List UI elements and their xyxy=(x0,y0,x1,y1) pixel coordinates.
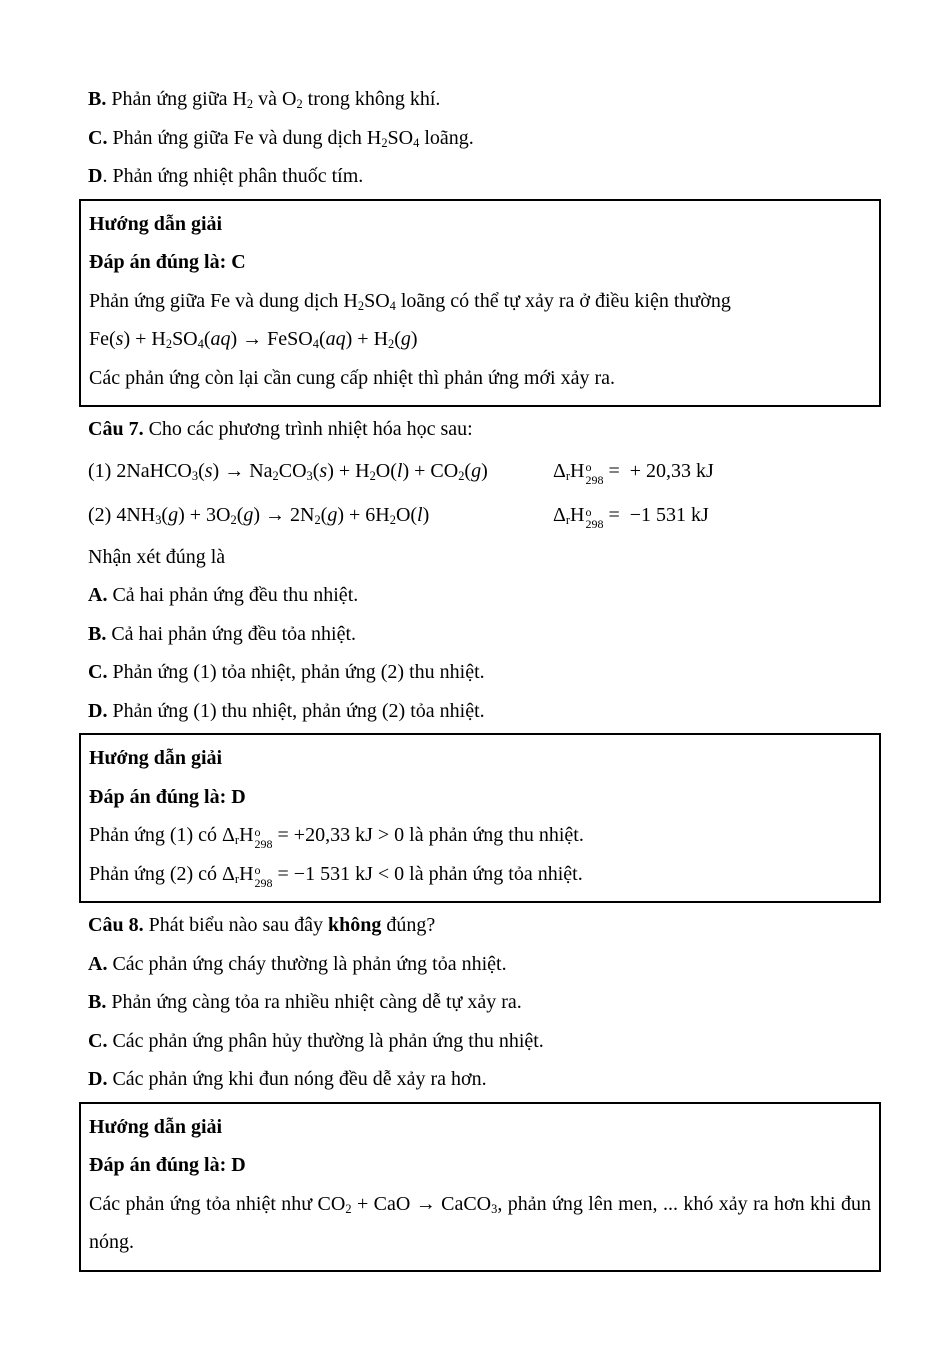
temperature-subscript: 298 xyxy=(254,837,273,852)
temperature-subscript: 298 xyxy=(585,472,604,487)
text-segment: = −1 531 kJ < 0 là phản ứng tỏa nhiệt. xyxy=(272,862,583,885)
text-segment: 2 xyxy=(246,97,254,112)
text-segment: Cả hai phản ứng đều thu nhiệt. xyxy=(107,584,359,606)
text-segment: Các phản ứng tỏa nhiệt như CO xyxy=(89,1192,346,1215)
text-segment: (2) 4NH xyxy=(88,504,156,526)
text-segment: 3 xyxy=(191,468,199,483)
text-segment: r xyxy=(234,833,240,848)
option-d-line xyxy=(88,157,872,196)
text-segment: Các phản ứng còn lại cần cung cấp nhiệt thì phản ứng mới xảy ra. xyxy=(89,366,615,389)
text-segment: Đáp án đúng là: D xyxy=(89,1154,246,1176)
thermochemical-equation-2-line xyxy=(88,493,872,538)
text-segment: O( xyxy=(375,459,397,482)
text-segment: l xyxy=(396,459,403,482)
enthalpy-value xyxy=(553,496,709,535)
text-segment: CO xyxy=(278,459,307,482)
option-d-line xyxy=(88,1060,872,1099)
text-segment: ( xyxy=(203,328,211,350)
question-8-line xyxy=(88,906,872,945)
text-segment: 2 xyxy=(230,513,237,528)
text-segment: 2 xyxy=(357,298,365,313)
text-segment: l xyxy=(417,504,423,526)
text-segment: 3 xyxy=(306,468,313,483)
text-segment: C. xyxy=(88,126,108,149)
text-segment: Hướng dẫn giải xyxy=(89,747,223,769)
text-segment: trong không khí. xyxy=(302,88,441,110)
superscript-subscript-stack xyxy=(254,864,273,889)
text-segment: 2 xyxy=(389,513,396,528)
text-segment: ( xyxy=(198,459,205,482)
text-segment: Các phản ứng phân hủy thường là phản ứng thu nhiệt. xyxy=(107,1029,544,1052)
text-segment: g xyxy=(327,504,338,526)
text-segment: D xyxy=(88,165,103,187)
text-segment: 2 xyxy=(165,337,173,352)
text-segment: B. xyxy=(88,991,107,1013)
solution-box xyxy=(79,1102,881,1272)
text-segment: Các phản ứng khi đun nóng đều dễ xảy ra hơn. xyxy=(107,1068,487,1090)
solution-title-line xyxy=(89,1108,871,1147)
text-segment: H xyxy=(239,824,254,846)
option-b-line xyxy=(88,615,872,654)
text-segment: s xyxy=(204,459,213,482)
text-segment: Đáp án đúng là: C xyxy=(89,251,246,273)
option-a-line xyxy=(88,945,872,984)
text-segment: Các phản ứng cháy thường là phản ứng tỏa nhiệt. xyxy=(107,952,507,975)
text-segment: , phản ứng lên men, ... khó xảy ra hơn khi đun nóng. xyxy=(89,1192,871,1253)
text-segment: loãng có thể tự xảy ra ở điều kiện thường xyxy=(395,289,731,312)
text-segment: ) → Na xyxy=(212,459,273,482)
text-segment: ) + 6H xyxy=(337,504,390,526)
text-segment: ( xyxy=(318,328,326,350)
text-segment: H xyxy=(239,862,254,885)
text-segment: SO xyxy=(387,126,414,149)
text-segment: 3 xyxy=(155,513,162,528)
text-segment: Phản ứng (1) thu nhiệt, phản ứng (2) tỏa nhiệt. xyxy=(107,699,485,722)
text-segment: 4 xyxy=(413,135,420,150)
option-d-line xyxy=(88,692,872,731)
text-segment: Cho các phương trình nhiệt hóa học sau: xyxy=(143,418,473,440)
option-b-line xyxy=(88,983,872,1022)
text-segment: 2 xyxy=(458,468,465,483)
text-segment: D. xyxy=(88,699,108,722)
standard-state-superscript: o xyxy=(585,460,592,475)
text-segment: = + 20,33 kJ xyxy=(603,459,714,482)
text-segment: 3 xyxy=(491,1201,498,1216)
text-segment: ) + H xyxy=(345,328,389,350)
option-c-line xyxy=(88,653,872,692)
option-c-line xyxy=(88,119,872,158)
text-segment: s xyxy=(115,328,124,350)
text-segment: ) + H xyxy=(123,328,166,350)
text-segment: 2 xyxy=(369,468,376,483)
text-segment: Câu 8. xyxy=(88,914,144,936)
text-segment: Phản ứng giữa Fe và dung dịch H xyxy=(107,126,382,149)
text-segment: Δ xyxy=(553,504,566,526)
text-segment: ( xyxy=(161,504,169,526)
text-segment: r xyxy=(565,513,571,528)
text-segment: Phản ứng càng tỏa ra nhiều nhiệt càng dễ tự xảy ra. xyxy=(106,991,522,1013)
text-segment: A. xyxy=(88,952,108,975)
text-segment: B. xyxy=(88,88,107,110)
text-segment: Fe( xyxy=(89,328,116,350)
standard-state-superscript: o xyxy=(254,863,261,878)
temperature-subscript: 298 xyxy=(254,875,273,890)
text-segment: ) → FeSO xyxy=(230,328,313,350)
superscript-subscript-stack xyxy=(584,461,603,486)
solution-box xyxy=(79,199,881,408)
text-segment: Phát biểu nào sau đây xyxy=(143,914,328,936)
text-segment: ) xyxy=(422,504,430,526)
text-segment: C. xyxy=(88,661,108,683)
enthalpy-value xyxy=(553,452,714,491)
text-segment: = −1 531 kJ xyxy=(603,504,709,526)
text-segment: r xyxy=(234,871,240,886)
question-7-stem-line xyxy=(88,538,872,577)
solution-box xyxy=(79,733,881,903)
text-segment: ) xyxy=(481,459,488,482)
superscript-subscript-stack xyxy=(254,826,273,851)
explanation-line xyxy=(89,855,871,894)
text-segment: ) + H xyxy=(327,459,370,482)
document-content xyxy=(88,80,872,1272)
text-segment: 2 xyxy=(388,337,395,352)
text-segment: SO xyxy=(364,289,390,312)
text-segment: H xyxy=(570,459,585,482)
text-segment: SO xyxy=(172,328,198,350)
text-segment: Nhận xét đúng là xyxy=(88,545,226,568)
standard-state-superscript: o xyxy=(254,824,261,839)
text-segment: ) xyxy=(410,328,418,350)
text-segment: aq xyxy=(325,328,346,350)
text-segment: đúng? xyxy=(381,914,436,936)
option-b-line xyxy=(88,80,872,119)
explanation-line xyxy=(89,816,871,855)
text-segment: và O xyxy=(253,88,297,110)
text-segment: Đáp án đúng là: D xyxy=(89,785,246,808)
text-segment: Phản ứng giữa Fe và dung dịch H xyxy=(89,289,358,312)
text-segment: C. xyxy=(88,1029,108,1052)
text-segment: ) → 2N xyxy=(253,504,315,526)
thermochemical-equation-1-line xyxy=(88,449,872,494)
text-segment: g xyxy=(243,504,254,526)
text-segment: . Phản ứng nhiệt phân thuốc tím. xyxy=(102,165,364,187)
text-segment: aq xyxy=(210,328,231,350)
text-segment: g xyxy=(400,328,411,350)
text-segment: Δ xyxy=(553,459,566,482)
text-segment: g xyxy=(168,504,179,526)
option-a-line xyxy=(88,576,872,615)
text-segment: Phản ứng (1) tỏa nhiệt, phản ứng (2) thu nhiệt. xyxy=(107,661,485,683)
text-segment: D. xyxy=(88,1068,108,1090)
superscript-subscript-stack xyxy=(584,506,603,531)
explanation-line xyxy=(89,359,871,398)
text-segment: B. xyxy=(88,622,107,645)
temperature-subscript: 298 xyxy=(585,517,604,532)
text-segment: g xyxy=(471,459,482,482)
text-segment: Phản ứng (2) có xyxy=(89,862,223,885)
text-segment: 4 xyxy=(312,337,319,352)
text-segment: H xyxy=(570,504,585,526)
text-segment: 2 xyxy=(314,513,321,528)
text-segment: Δ xyxy=(222,862,235,885)
text-segment: Phản ứng giữa H xyxy=(106,88,247,110)
text-segment: loãng. xyxy=(419,126,474,149)
text-segment: không xyxy=(327,914,382,936)
text-segment: ) + CO xyxy=(402,459,459,482)
answer-key-line xyxy=(89,243,871,282)
question-7-line xyxy=(88,410,872,449)
text-segment: ( xyxy=(320,504,328,526)
answer-key-line xyxy=(89,778,871,817)
text-segment: 4 xyxy=(197,337,204,352)
answer-key-line xyxy=(89,1146,871,1185)
text-segment: Câu 7. xyxy=(88,418,144,440)
text-segment: s xyxy=(319,459,328,482)
text-segment: ( xyxy=(394,328,401,350)
text-segment: = +20,33 kJ > 0 là phản ứng thu nhiệt. xyxy=(272,824,584,846)
text-segment: ) + 3O xyxy=(178,504,231,526)
standard-state-superscript: o xyxy=(585,504,592,519)
explanation-line xyxy=(89,1185,871,1262)
text-segment: (1) 2NaHCO xyxy=(88,459,192,482)
text-segment: Hướng dẫn giải xyxy=(89,212,223,235)
text-segment: Phản ứng (1) có xyxy=(89,824,223,846)
text-segment: 2 xyxy=(345,1201,352,1216)
text-segment: + CaO → CaCO xyxy=(351,1192,492,1215)
text-segment: r xyxy=(565,468,571,483)
text-segment: A. xyxy=(88,584,108,606)
text-segment: ( xyxy=(464,459,472,482)
text-segment: Cả hai phản ứng đều tỏa nhiệt. xyxy=(106,622,357,645)
solution-title-line xyxy=(89,739,871,778)
solution-title-line xyxy=(89,205,871,244)
text-segment: ( xyxy=(236,504,244,526)
text-segment: 2 xyxy=(381,135,388,150)
text-segment: Hướng dẫn giải xyxy=(89,1115,223,1138)
chemical-equation-line xyxy=(89,320,871,359)
explanation-line xyxy=(89,282,871,321)
text-segment: O( xyxy=(395,504,418,526)
text-segment: 2 xyxy=(272,468,279,483)
option-c-line xyxy=(88,1022,872,1061)
text-segment: 2 xyxy=(296,97,303,112)
text-segment: Δ xyxy=(222,824,235,846)
text-segment: 4 xyxy=(389,298,396,313)
text-segment: ( xyxy=(312,459,320,482)
